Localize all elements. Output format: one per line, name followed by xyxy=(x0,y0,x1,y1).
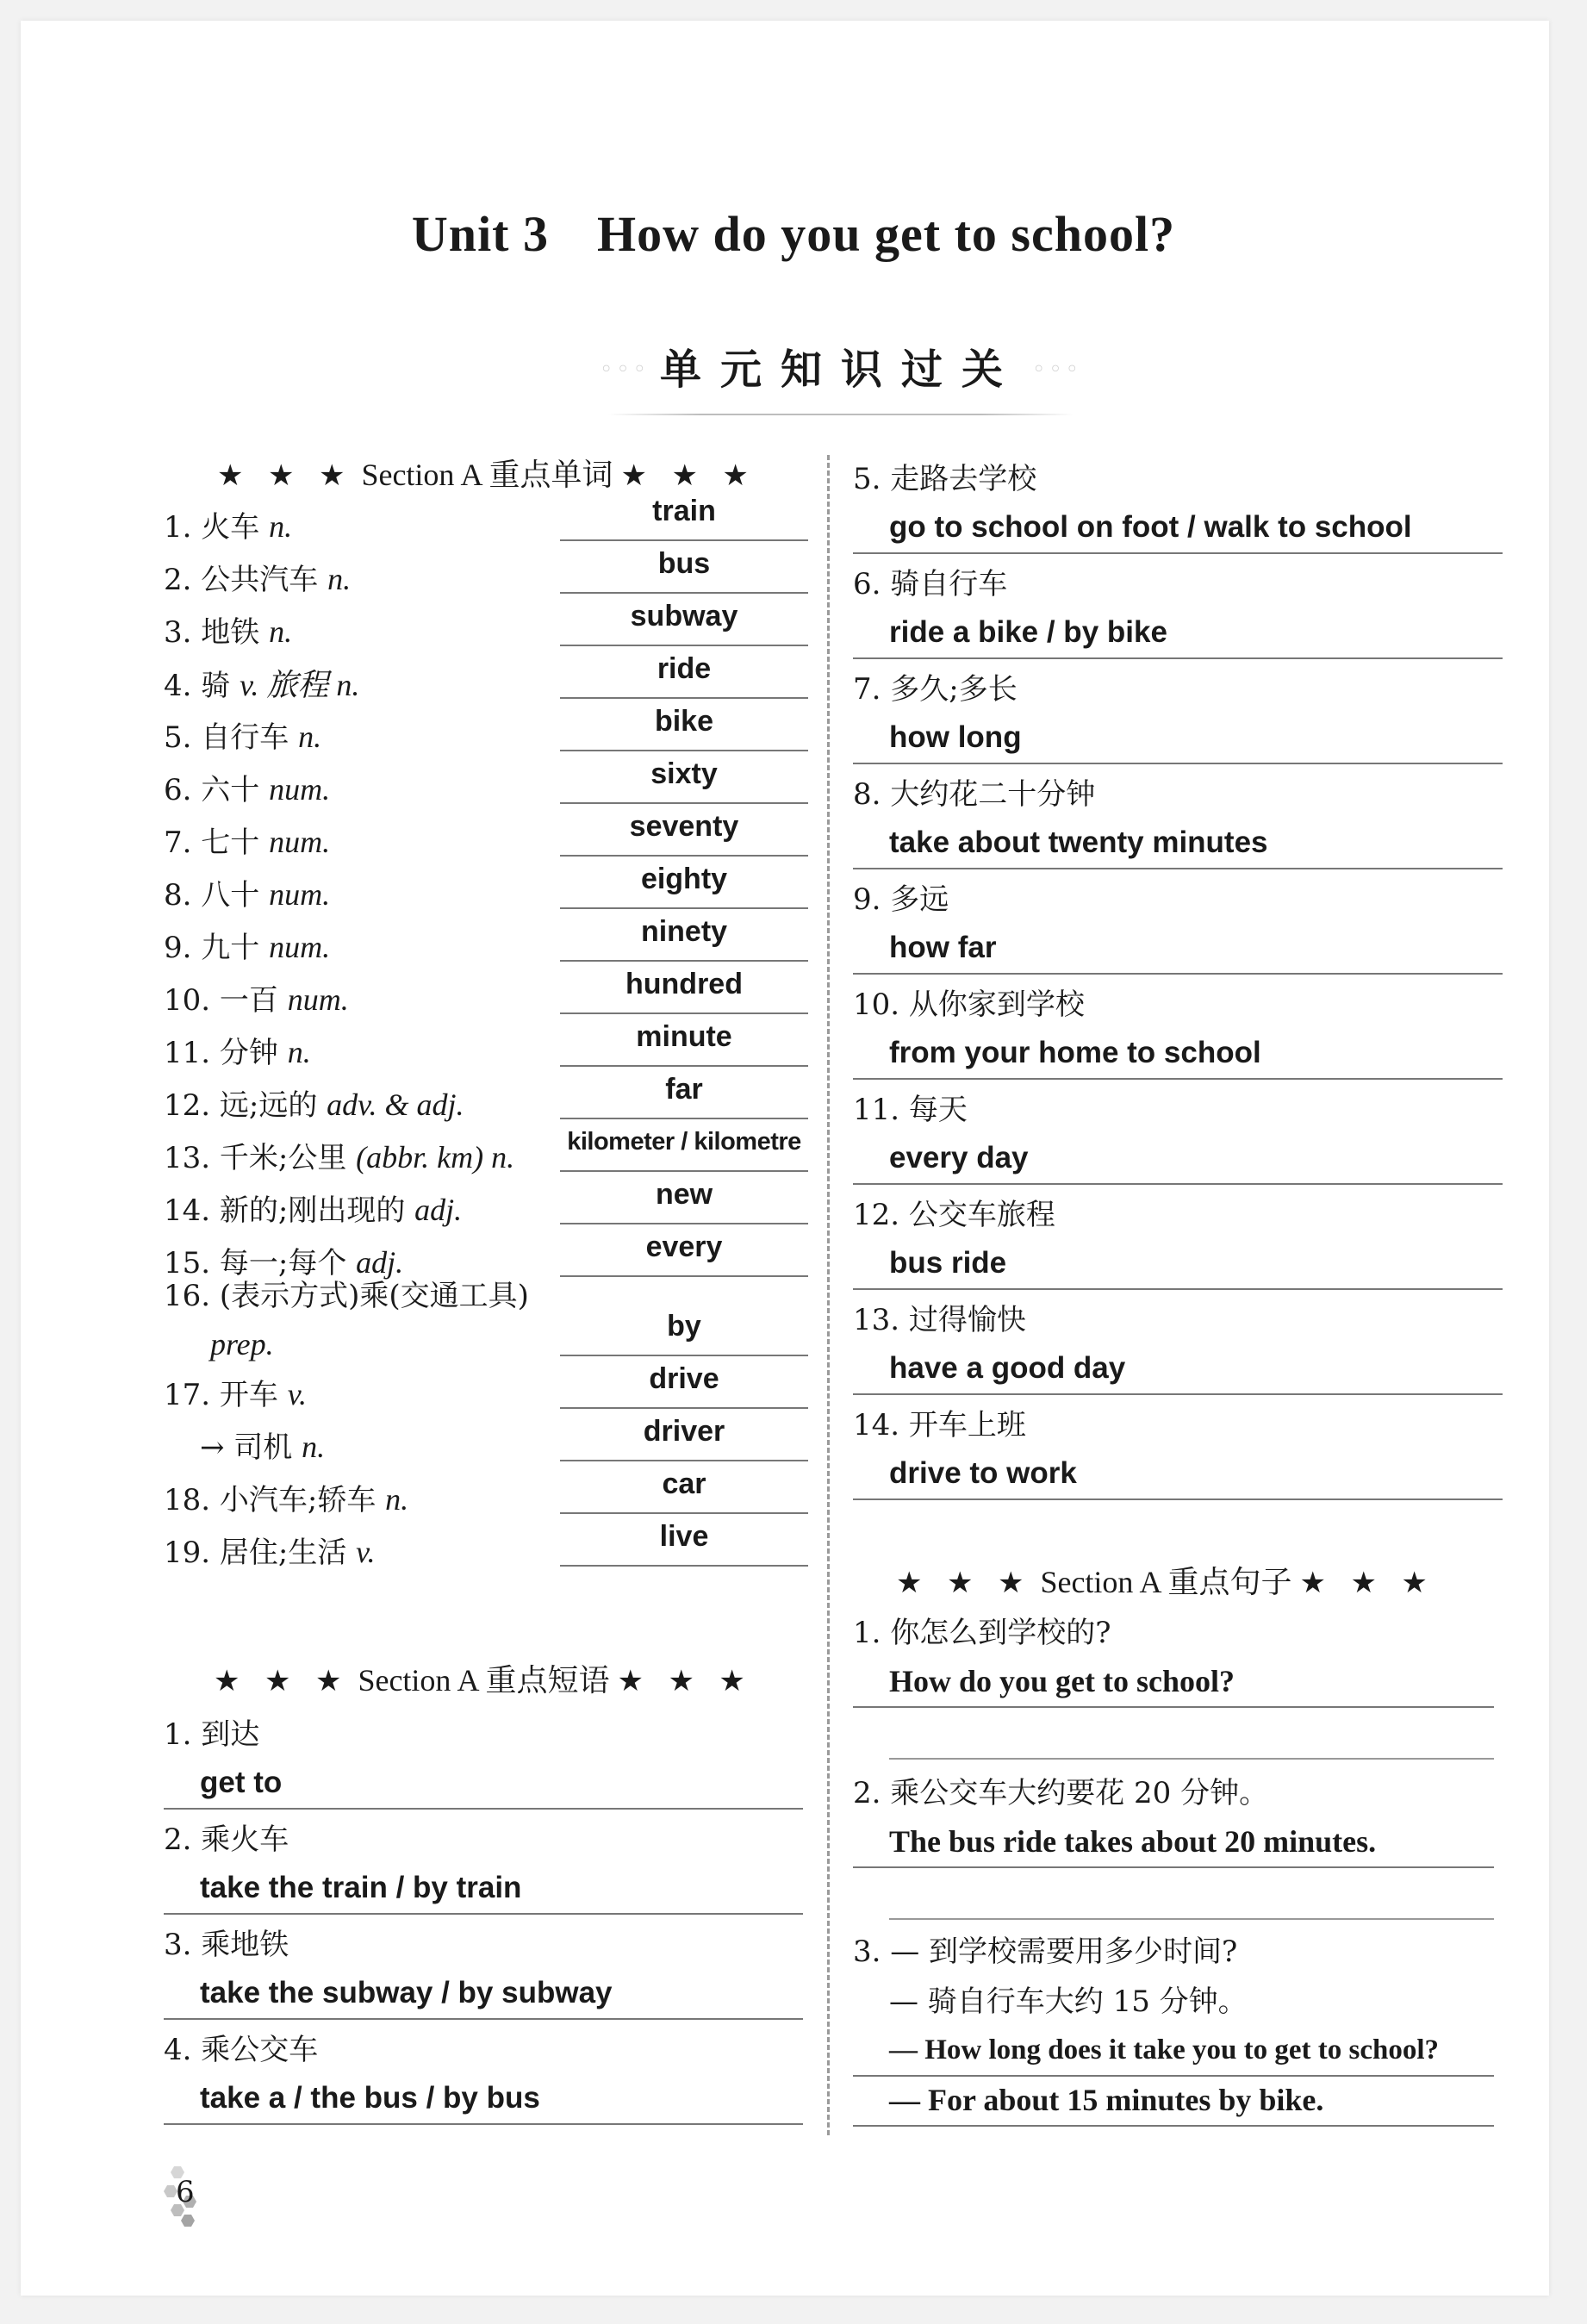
vocab-item xyxy=(164,595,810,650)
phrase-question: 12. 公交车旅程 xyxy=(853,1198,1055,1232)
column-divider xyxy=(827,455,830,2135)
answer-blank-line xyxy=(889,1868,1494,1920)
vocab-chinese: 一百 xyxy=(219,983,278,1018)
vocab-chinese: 八十 xyxy=(201,878,260,913)
vocab-chinese: 七十 xyxy=(201,826,260,860)
vocab-question xyxy=(164,1476,408,1518)
phrase-question: 1. 到达 xyxy=(164,1717,260,1752)
vocab-chinese: 新的;刚出现的 xyxy=(219,1193,406,1228)
vocab-item xyxy=(164,647,810,703)
vocab-number: 14. xyxy=(164,1193,211,1228)
vocab-part-of-speech: prep. xyxy=(210,1327,274,1361)
section-banner xyxy=(600,331,1082,408)
star-icon: ★ ★ ★ xyxy=(620,460,757,492)
vocab-item xyxy=(164,1120,810,1173)
phrase-item xyxy=(853,1295,1503,1395)
vocab-question xyxy=(164,871,330,913)
vocab-item xyxy=(164,1015,810,1068)
vocab-item xyxy=(164,1279,810,1361)
sentence-answer: How do you get to school? xyxy=(853,1658,1494,1708)
vocab-part-of-speech: num. xyxy=(269,772,331,807)
phrase-answer: ride a bike / by bike xyxy=(853,609,1503,659)
vocab-answer: ride xyxy=(560,647,808,699)
answer-blank-line xyxy=(889,1708,1494,1760)
vocab-number: 11. xyxy=(164,1036,211,1070)
vocab-part-of-speech: n. xyxy=(327,562,352,596)
vocab-number: 1. xyxy=(164,510,192,545)
vocab-part-of-speech: n. xyxy=(269,614,293,649)
star-icon: ★ ★ ★ xyxy=(217,460,354,492)
phrase-answer: from your home to school xyxy=(853,1030,1503,1080)
vocab-question xyxy=(164,1134,514,1176)
vocab-question xyxy=(164,1529,375,1571)
phrase-item xyxy=(853,1190,1503,1290)
vocab-item xyxy=(164,700,810,755)
vocab-question xyxy=(164,661,359,705)
phrase-answer: take about twenty minutes xyxy=(853,819,1503,869)
vocab-answer: drive xyxy=(560,1357,808,1409)
vocab-answer: train xyxy=(560,489,808,541)
vocab-chinese: 分钟 xyxy=(219,1036,278,1070)
phrase-item xyxy=(853,875,1503,975)
vocab-question xyxy=(164,1371,307,1413)
phrase-question: 11. 每天 xyxy=(853,1093,968,1127)
phrase-answer: go to school on foot / walk to school xyxy=(853,504,1503,554)
vocab-answer: hundred xyxy=(560,963,808,1014)
phrase-item xyxy=(164,1920,803,2020)
vocab-answer: every xyxy=(560,1225,808,1277)
sentence-question: 1. 你怎么到学校的? xyxy=(853,1616,1111,1650)
vocab-answer: driver xyxy=(560,1410,808,1461)
vocab-chinese: 火车 xyxy=(201,510,260,545)
phrase-question: 2. 乘火车 xyxy=(164,1822,289,1857)
vocab-question xyxy=(164,1272,529,1369)
vocab-answer: bus xyxy=(560,542,808,594)
vocab-item xyxy=(164,963,810,1018)
sentence-item xyxy=(853,1608,1494,1760)
vocab-part-of-speech: v. xyxy=(287,1377,308,1411)
phrase-item xyxy=(164,1815,803,1915)
vocab-number: 10. xyxy=(164,983,211,1018)
phrase-answer: take a / the bus / by bus xyxy=(164,2075,803,2125)
vocab-part-of-speech: adj. xyxy=(356,1245,404,1280)
vocab-question xyxy=(164,924,330,966)
phrase-item xyxy=(853,980,1503,1080)
vocab-answer: kilometer / kilometre xyxy=(560,1120,808,1172)
vocab-part-of-speech: n. xyxy=(385,1482,409,1517)
phrase-question: 3. 乘地铁 xyxy=(164,1928,289,1962)
vocab-chinese: 千米;公里 xyxy=(219,1141,347,1175)
vocab-chinese: 地铁 xyxy=(201,615,260,650)
sentence-answer-reply: — For about 15 minutes by bike. xyxy=(853,2077,1494,2127)
vocab-answer: bike xyxy=(560,700,808,751)
vocab-item xyxy=(164,1462,810,1515)
vocab-part-of-speech: adv. & adj. xyxy=(327,1087,464,1122)
vocab-part-of-speech: n. xyxy=(269,509,293,544)
vocab-question xyxy=(164,503,292,545)
phrase-item xyxy=(164,2025,803,2125)
vocab-answer: ninety xyxy=(560,910,808,962)
vocab-number: 3. xyxy=(164,615,192,650)
vocab-number: 2. xyxy=(164,563,192,597)
phrase-answer: get to xyxy=(164,1760,803,1810)
vocab-chinese: (表示方式)乘(交通工具) xyxy=(219,1279,529,1313)
unit-question: How do you get to school? xyxy=(597,206,1176,262)
vocab-answer: by xyxy=(560,1305,808,1356)
vocab-chinese: → 司机 xyxy=(200,1430,293,1465)
phrase-question: 10. 从你家到学校 xyxy=(853,988,1085,1022)
phrase-question: 6. 骑自行车 xyxy=(853,567,1008,601)
vocab-answer: live xyxy=(560,1515,808,1567)
sentence-answer: — How long does it take you to get to school? xyxy=(853,2027,1494,2077)
star-icon: ★ ★ ★ xyxy=(617,1666,754,1698)
sentences-heading xyxy=(896,1558,1436,1602)
vocab-chinese: 公共汽车 xyxy=(201,563,319,597)
vocab-number: 19. xyxy=(164,1536,211,1570)
phrase-question: 9. 多远 xyxy=(853,882,949,917)
phrase-answer: have a good day xyxy=(853,1345,1503,1395)
vocab-chinese: 开车 xyxy=(219,1378,278,1412)
vocab-item xyxy=(164,1410,810,1465)
phrase-item xyxy=(853,1085,1503,1185)
vocab-answer: eighty xyxy=(560,857,808,909)
vocab-question xyxy=(164,766,330,808)
vocab-part-of-speech: n. xyxy=(302,1430,326,1464)
vocab-number: 6. xyxy=(164,773,192,807)
phrases-heading xyxy=(214,1656,754,1700)
sentence-question: 2. 乘公交车大约要花 20 分钟。 xyxy=(853,1776,1269,1810)
vocab-answer: minute xyxy=(560,1015,808,1067)
sentence-answer: The bus ride takes about 20 minutes. xyxy=(853,1818,1494,1868)
sentence-item xyxy=(853,1768,1494,1920)
vocab-chinese: 每一;每个 xyxy=(219,1246,347,1280)
vocab-number: 9. xyxy=(164,931,192,965)
banner-ornament-right: ◦◦◦ xyxy=(1031,357,1082,383)
page-number: 6 xyxy=(176,2175,195,2209)
phrases-heading-text: Section A 重点短语 xyxy=(358,1663,610,1698)
phrase-answer: take the train / by train xyxy=(164,1865,803,1915)
vocab-part-of-speech: v. 旅程 n. xyxy=(240,668,360,702)
vocab-part-of-speech: adj. xyxy=(414,1193,463,1227)
vocab-answer: seventy xyxy=(560,805,808,857)
vocab-item xyxy=(164,1357,810,1410)
vocab-part-of-speech: num. xyxy=(269,825,331,859)
vocab-number: 12. xyxy=(164,1088,211,1123)
phrase-answer: every day xyxy=(853,1135,1503,1185)
unit-title xyxy=(0,205,1587,263)
phrase-item xyxy=(164,1710,803,1810)
vocab-number: 13. xyxy=(164,1141,211,1175)
vocab-question xyxy=(164,819,330,861)
vocab-number: 5. xyxy=(164,720,192,755)
vocab-number: 17. xyxy=(164,1378,211,1412)
vocab-item xyxy=(164,542,810,595)
banner-ornament-left: ◦◦◦ xyxy=(600,357,650,383)
vocab-chinese: 小汽车;轿车 xyxy=(219,1483,377,1517)
sentence-question: 3. — 到学校需要用多少时间? xyxy=(853,1935,1238,1969)
phrase-question: 5. 走路去学校 xyxy=(853,462,1037,496)
phrase-answer: drive to work xyxy=(853,1450,1503,1500)
vocab-part-of-speech: num. xyxy=(287,982,349,1017)
vocab-item xyxy=(164,489,810,545)
phrase-question: 8. 大约花二十分钟 xyxy=(853,777,1096,812)
vocab-number: 8. xyxy=(164,878,192,913)
vocab-item xyxy=(164,1225,810,1278)
vocab-answer: new xyxy=(560,1173,808,1224)
sentence-item xyxy=(853,1927,1494,2127)
star-icon: ★ ★ ★ xyxy=(214,1666,351,1698)
vocab-item xyxy=(164,910,810,963)
vocab-chinese: 骑 xyxy=(201,669,231,703)
vocab-question xyxy=(164,976,349,1019)
phrase-question: 14. 开车上班 xyxy=(853,1408,1026,1442)
vocab-item xyxy=(164,857,810,913)
vocab-chinese: 自行车 xyxy=(201,720,289,755)
vocab-answer: car xyxy=(560,1462,808,1514)
sentence-question-reply: — 骑自行车大约 15 分钟。 xyxy=(889,1984,1248,2019)
phrase-answer: how long xyxy=(853,714,1503,764)
vocab-number: 18. xyxy=(164,1483,211,1517)
vocab-number: 15. xyxy=(164,1246,211,1280)
phrase-item xyxy=(853,454,1503,554)
vocab-item xyxy=(164,805,810,860)
vocab-part-of-speech: (abbr. km) n. xyxy=(356,1140,515,1174)
vocab-item xyxy=(164,1515,810,1570)
vocab-question xyxy=(164,1187,462,1229)
vocab-chinese: 六十 xyxy=(201,773,260,807)
vocab-answer: subway xyxy=(560,595,808,646)
vocab-item xyxy=(164,1173,810,1228)
vocab-question xyxy=(164,608,292,651)
vocab-part-of-speech: num. xyxy=(269,930,331,964)
vocab-part-of-speech: v. xyxy=(356,1535,376,1569)
phrase-item xyxy=(853,559,1503,659)
vocab-part-of-speech: num. xyxy=(269,877,331,912)
vocab-question xyxy=(164,1029,311,1071)
sentences-heading-text: Section A 重点句子 xyxy=(1040,1565,1292,1599)
phrase-question: 7. 多久;多长 xyxy=(853,672,1018,707)
star-icon: ★ ★ ★ xyxy=(896,1567,1033,1599)
vocab-chinese: 远;远的 xyxy=(219,1088,318,1123)
unit-label: Unit 3 xyxy=(411,206,549,262)
phrase-item xyxy=(853,769,1503,869)
vocab-answer: far xyxy=(560,1068,808,1119)
vocab-part-of-speech: n. xyxy=(287,1035,311,1069)
vocab-item xyxy=(164,1068,810,1123)
phrase-question: 4. 乘公交车 xyxy=(164,2033,319,2067)
vocab-question xyxy=(164,713,321,756)
vocab-part-of-speech: n. xyxy=(298,720,322,754)
phrase-answer: bus ride xyxy=(853,1240,1503,1290)
vocab-heading-text: Section A 重点单词 xyxy=(361,458,613,492)
vocab-heading xyxy=(217,451,757,495)
banner-underline xyxy=(608,414,1074,415)
phrase-question: 13. 过得愉快 xyxy=(853,1303,1026,1337)
vocab-question xyxy=(164,1081,464,1124)
vocab-question xyxy=(200,1424,325,1466)
vocab-chinese: 居住;生活 xyxy=(219,1536,347,1570)
star-icon: ★ ★ ★ xyxy=(1299,1567,1436,1599)
phrase-item xyxy=(853,1400,1503,1500)
phrase-answer: how far xyxy=(853,925,1503,975)
vocab-number: 4. xyxy=(164,669,192,703)
vocab-number: 7. xyxy=(164,826,192,860)
banner-title: 单元知识过关 xyxy=(659,346,1022,394)
phrase-answer: take the subway / by subway xyxy=(164,1970,803,2020)
vocab-number: 16. xyxy=(164,1279,211,1313)
vocab-answer: sixty xyxy=(560,752,808,804)
vocab-item xyxy=(164,752,810,805)
phrase-item xyxy=(853,664,1503,764)
vocab-question xyxy=(164,556,351,598)
vocab-chinese: 九十 xyxy=(201,931,260,965)
